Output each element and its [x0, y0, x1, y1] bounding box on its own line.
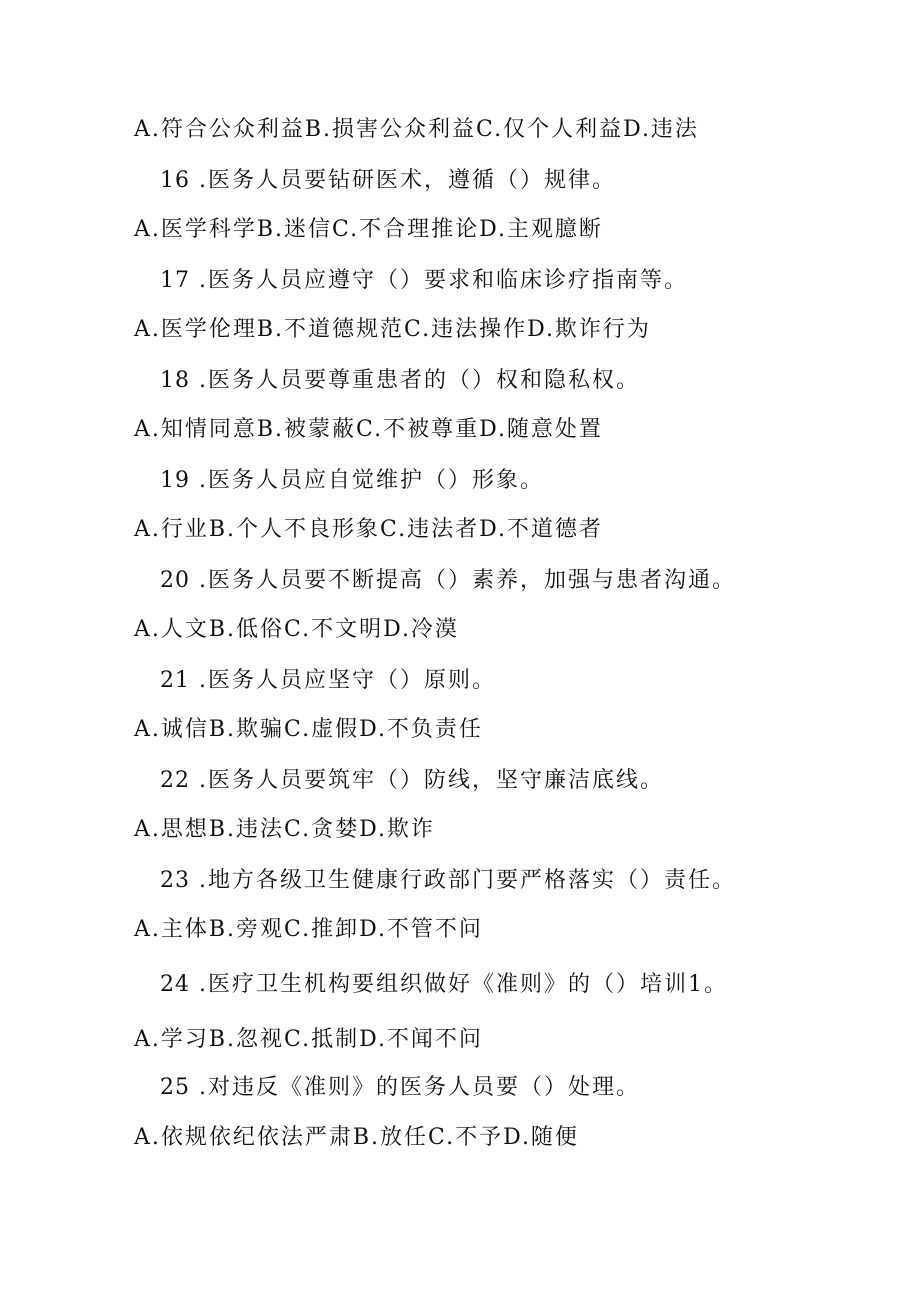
question-number: 16	[160, 168, 190, 193]
options-line-25: A.依规依纪依法严肃B.放任C.不予D.随便	[134, 1125, 579, 1150]
question-24	[160, 970, 728, 1000]
question-number: 23	[160, 868, 190, 893]
options-line-15: A.符合公众利益B.损害公众利益C.仅个人利益D.违法	[134, 117, 699, 142]
options-line-24: A.学习B.忽视C.抵制D.不闻不问	[134, 1027, 483, 1052]
question-text: .医务人员应坚守（）原则。	[199, 668, 496, 693]
options-line-21: A.诚信B.欺骗C.虚假D.不负责任	[134, 717, 483, 742]
question-number: 21	[160, 668, 190, 693]
question-25	[160, 1073, 640, 1103]
question-23	[160, 866, 736, 896]
question-text: .医务人员要尊重患者的（）权和隐私权。	[199, 368, 640, 393]
options-line-23: A.主体B.旁观C.推卸D.不管不问	[134, 917, 483, 942]
options-line-22: A.思想B.违法C.贪婪D.欺诈	[134, 817, 435, 842]
question-text: .对违反《准则》的医务人员要（）处理。	[199, 1075, 640, 1100]
question-number: 22	[160, 768, 190, 793]
options-line-17: A.医学伦理B.不道德规范C.违法操作D.欺诈行为	[134, 317, 651, 342]
options-line-20: A.人文B.低俗C.不文明D.冷漠	[134, 617, 459, 642]
question-16	[160, 166, 616, 196]
question-number: 19	[160, 468, 190, 493]
question-text: .医务人员要筑牢（）防线，坚守廉洁底线。	[199, 768, 664, 793]
question-text: .医务人员应自觉维护（）形象。	[199, 468, 544, 493]
question-text: .医务人员应遵守（）要求和临床诊疗指南等。	[199, 268, 688, 293]
question-18	[160, 366, 640, 396]
question-number: 20	[160, 568, 190, 593]
question-text: .地方各级卫生健康行政部门要严格落实（）责任。	[199, 868, 736, 893]
question-22	[160, 766, 664, 796]
options-line-16: A.医学科学B.迷信C.不合理推论D.主观臆断	[134, 217, 603, 242]
question-19	[160, 466, 544, 496]
question-21	[160, 666, 496, 696]
question-number: 24	[160, 972, 190, 997]
options-line-19: A.行业B.个人不良形象C.违法者D.不道德者	[134, 517, 603, 542]
question-number: 17	[160, 268, 190, 293]
options-line-18: A.知情同意B.被蒙蔽C.不被尊重D.随意处置	[134, 417, 603, 442]
question-number: 25	[160, 1075, 190, 1100]
question-text: .医务人员要钻研医术，遵循（）规律。	[199, 168, 616, 193]
question-text: .医务人员要不断提高（）素养，加强与患者沟通。	[199, 568, 736, 593]
question-20	[160, 566, 736, 596]
question-17	[160, 266, 688, 296]
question-text: .医疗卫生机构要组织做好《准则》的（）培训1。	[199, 972, 728, 997]
question-number: 18	[160, 368, 190, 393]
